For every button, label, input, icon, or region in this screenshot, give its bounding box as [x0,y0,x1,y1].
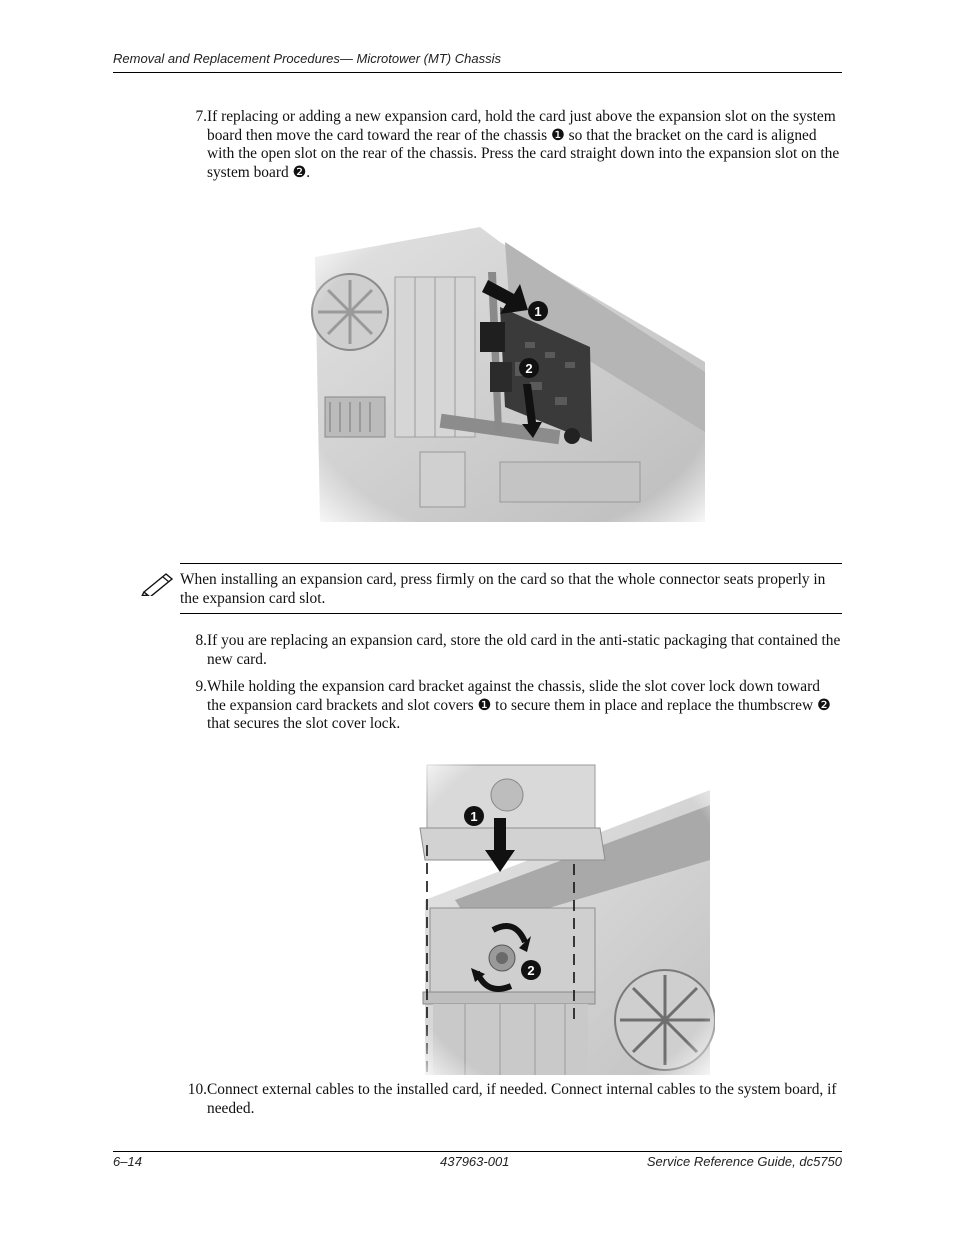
step-text: If replacing or adding a new expansion card, hold the card just above the expansion slot on the system board then move the card toward the rear of the chassis ❶ so that the bracket on the card is aligned with the open slot on the rear of the chassis. Press the card straight down into the expansion slot on the system board ❷. [207,108,840,181]
step-number: 9. [195,678,207,695]
step-number: 8. [195,632,207,649]
step-number: 7. [195,108,207,125]
step-9 [180,678,842,734]
note-text: When installing an expansion card, press firmly on the card so that the whole connector seats properly in the expansion card slot. [180,571,826,607]
footer-rule [113,1151,842,1152]
step-10 [180,1081,842,1118]
step-text: Connect external cables to the installed card, if needed. Connect internal cables to the system board, if needed. [207,1081,837,1117]
note-top-rule [180,563,842,564]
step-number: 10. [187,1081,207,1098]
step-8 [180,632,842,669]
step-text: If you are replacing an expansion card, store the old card in the anti-static packaging that contained the new card. [207,632,841,668]
step-text: While holding the expansion card bracket against the chassis, slide the slot cover lock down toward the expansion card brackets and slot covers ❶ to secure them in place and replace the thumbscrew ❷ that secures the slot cover lock. [207,678,831,733]
note-bottom-rule [180,613,842,614]
slot-cover-lock-figure [415,760,715,1075]
footer-guide-title: Service Reference Guide, dc5750 [646,1154,842,1169]
footer-page-number: 6–14 [113,1154,142,1169]
pencil-note-icon [140,570,176,596]
step-7 [180,108,842,182]
expansion-card-install-figure [310,222,710,530]
header-rule [113,72,842,73]
running-header: Removal and Replacement Procedures— Microtower (MT) Chassis [113,51,501,66]
footer-doc-number: 437963-001 [440,1154,510,1169]
